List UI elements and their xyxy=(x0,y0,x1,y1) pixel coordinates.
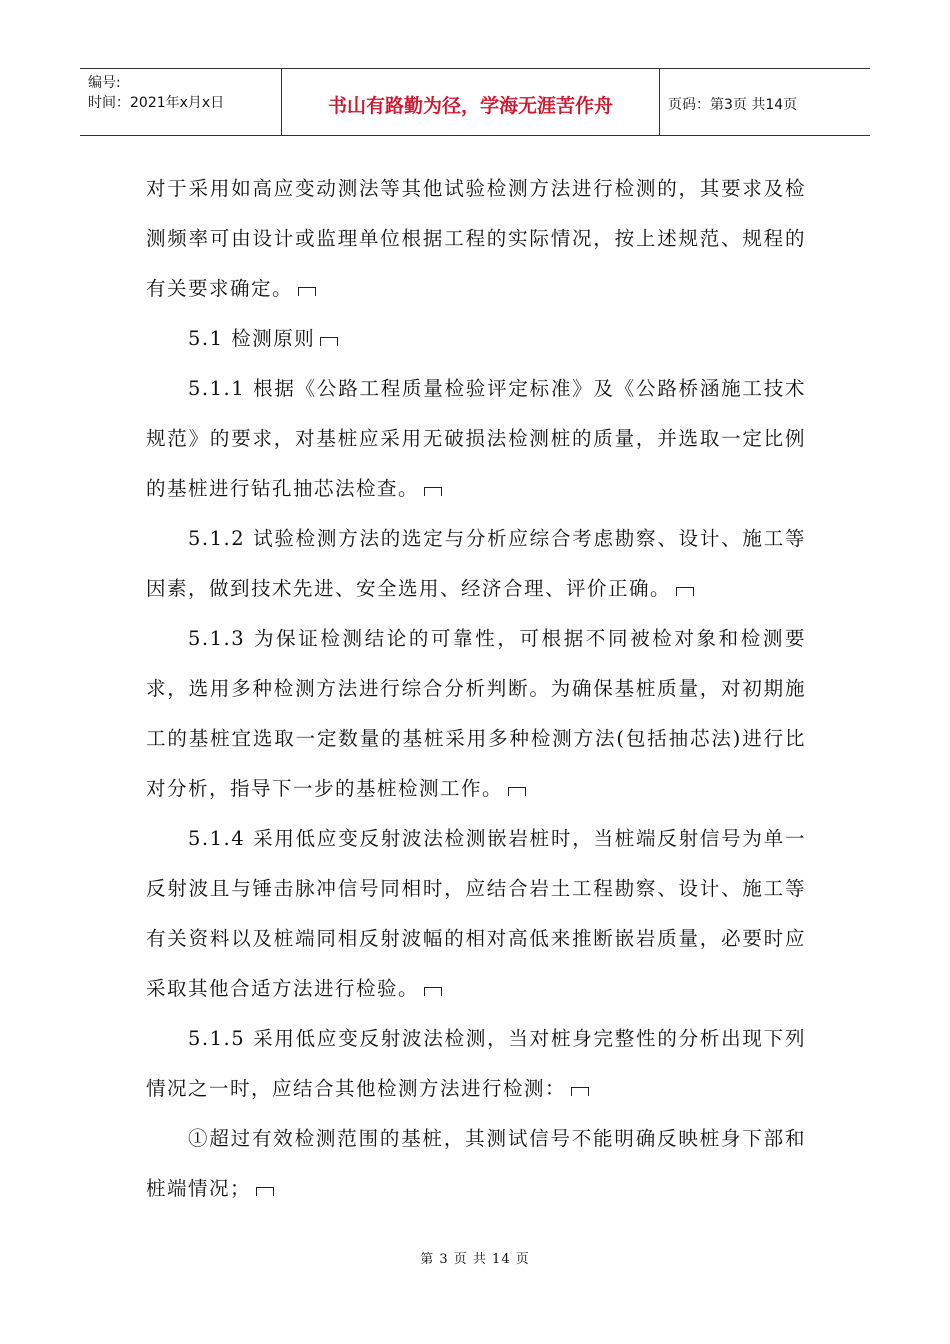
header-table xyxy=(80,68,870,136)
header-motto: 书山有路勤为径，学海无涯苦作舟 xyxy=(282,69,660,135)
paragraph-text: 5.1.4 采用低应变反射波法检测嵌岩桩时，当桩端反射信号为单一反射波且与锤击脉冲信号同相时，应结合岩土工程勘察、设计、施工等有关资料以及桩端同相反射波幅的相对高低来推断嵌岩质量，必要时应采取其他合适方法进行检验。 xyxy=(146,827,806,1000)
paragraph-mark-icon xyxy=(571,1087,589,1096)
paragraph xyxy=(146,514,806,614)
page-footer: 第 3 页 共 14 页 xyxy=(420,1252,530,1267)
document-time-label: 时间：2021年x月x日 xyxy=(88,95,225,111)
paragraph-mark-icon xyxy=(508,787,526,796)
paragraph-text: 5.1.2 试验检测方法的选定与分析应综合考虑勘察、设计、施工等因素，做到技术先进、安全选用、经济合理、评价正确。 xyxy=(146,527,806,600)
paragraph xyxy=(146,814,806,1014)
paragraph xyxy=(146,364,806,514)
paragraph-mark-icon xyxy=(676,587,694,596)
paragraph-text: 5.1.1 根据《公路工程质量检验评定标准》及《公路桥涵施工技术规范》的要求，对基桩应采用无破损法检测桩的质量，并选取一定比例的基桩进行钻孔抽芯法检查。 xyxy=(146,377,806,500)
paragraph-mark-icon xyxy=(424,487,442,496)
paragraph-text: 5.1.5 采用低应变反射波法检测，当对桩身完整性的分析出现下列情况之一时，应结合其他检测方法进行检测： xyxy=(146,1027,806,1100)
paragraph-mark-icon xyxy=(320,337,338,346)
paragraph xyxy=(146,1014,806,1114)
paragraph-text: ①超过有效检测范围的基桩，其测试信号不能明确反映桩身下部和桩端情况； xyxy=(146,1127,806,1200)
paragraph-text: 5.1 检测原则 xyxy=(188,327,316,350)
paragraph-mark-icon xyxy=(424,987,442,996)
header-page-info: 页码：第3页 共14页 xyxy=(668,97,798,113)
paragraph xyxy=(146,314,806,364)
paragraph xyxy=(146,1114,806,1214)
paragraph-text: 对于采用如高应变动测法等其他试验检测方法进行检测的，其要求及检测频率可由设计或监理单位根据工程的实际情况，按上述规范、规程的有关要求确定。 xyxy=(146,177,806,300)
paragraph xyxy=(146,614,806,814)
header-meta xyxy=(80,69,282,135)
paragraph-mark-icon xyxy=(298,287,316,296)
document-number-label: 编号: xyxy=(88,75,121,91)
paragraph xyxy=(146,164,806,314)
document-body xyxy=(146,164,806,1214)
paragraph-mark-icon xyxy=(256,1187,274,1196)
paragraph-text: 5.1.3 为保证检测结论的可靠性，可根据不同被检对象和检测要求，选用多种检测方法进行综合分析判断。为确保基桩质量，对初期施工的基桩宜选取一定数量的基桩采用多种检测方法(包括抽芯法)进行比对分析，指导下一步的基桩检测工作。 xyxy=(146,627,806,800)
